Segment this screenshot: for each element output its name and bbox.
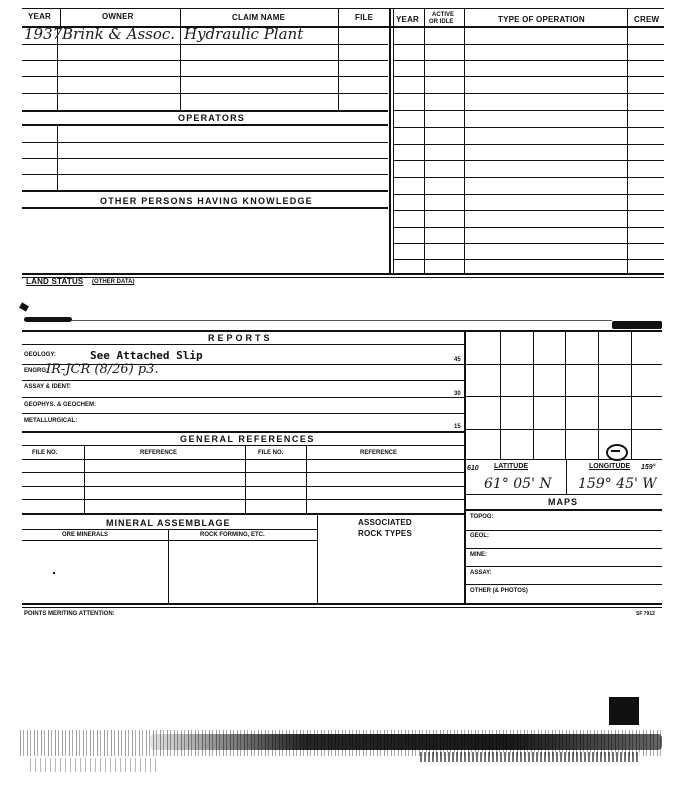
divider (464, 9, 465, 274)
operation-row-line (394, 259, 664, 260)
longitude-suffix: 159° (641, 464, 656, 471)
land-status-label: LAND STATUS (26, 277, 84, 286)
latitude-label: LATITUDE (494, 463, 529, 470)
mineral-assemblage-title: MINERAL ASSEMBLAGE (106, 518, 231, 528)
operators-row-line (22, 174, 388, 175)
operation-row-line (394, 194, 664, 195)
ink-dot (53, 572, 55, 574)
maps-other-label: OTHER (& PHOTOS) (470, 588, 528, 594)
divider (306, 446, 307, 513)
bottom-border (22, 603, 662, 605)
operation-row-line (394, 144, 664, 145)
grid-line (465, 459, 662, 460)
operation-year-header: YEAR (396, 15, 420, 24)
ref-row-line (22, 472, 464, 473)
scan-block (609, 697, 639, 725)
operation-row-line (394, 127, 664, 128)
reports-row-line (22, 413, 464, 414)
ref-row-line (22, 486, 464, 487)
other-persons-title: OTHER PERSONS HAVING KNOWLEDGE (100, 196, 313, 206)
operators-row-line (22, 158, 388, 159)
points-meriting-attention: POINTS MERITING ATTENTION: (24, 611, 115, 617)
reports-bottom-line (22, 431, 464, 433)
general-references-underline (22, 445, 464, 446)
reports-title: REPORTS (208, 333, 273, 343)
grid-line (533, 331, 534, 459)
longitude-label: LONGITUDE (589, 463, 631, 470)
form-number: SF 7912 (636, 611, 655, 617)
maps-row-line (465, 566, 662, 567)
ref-row-line (22, 499, 464, 500)
divider (317, 514, 318, 603)
claim-name-entry: Hydraulic Plant (184, 25, 304, 43)
reports-title-underline (22, 344, 464, 345)
claims-file-header: FILE (355, 13, 374, 22)
ore-minerals-header: ORE MINERALS (62, 532, 109, 538)
divider (60, 9, 61, 26)
geology-label: GEOLOGY: (24, 352, 56, 358)
grid-line (465, 494, 662, 495)
top-section-bottom-inner (22, 277, 664, 278)
operation-row-line (394, 76, 664, 77)
geology-value: See Attached Slip (90, 349, 203, 362)
engrg-label: ENGRG: (24, 368, 48, 374)
maps-mine-label: MINE: (470, 552, 487, 558)
scan-dark-band (150, 734, 662, 750)
mineral-title-underline (22, 529, 317, 530)
circle-mark-icon (606, 444, 628, 461)
assay-label: ASSAY & IDENT: (24, 384, 72, 390)
reports-right-divider (464, 331, 466, 603)
claims-row-line (22, 60, 388, 61)
claims-owner-header: OWNER (102, 12, 134, 21)
operation-row-line (394, 110, 664, 111)
operation-row-line (394, 60, 664, 61)
divider (245, 446, 246, 513)
grid-line (465, 364, 662, 365)
operation-row-line (394, 177, 664, 178)
scan-mark (24, 317, 72, 322)
land-status-sub: (OTHER DATA) (92, 279, 135, 285)
latitude-value: 61° 05' N (484, 476, 552, 492)
latitude-prefix: 610 (467, 465, 479, 472)
claims-year-header: YEAR (28, 12, 52, 21)
metallurgical-code: 15 (454, 424, 461, 430)
scan-noise-speckle (30, 758, 160, 772)
grid-line (465, 429, 662, 430)
scan-noise-band-lower (420, 752, 640, 762)
operation-row-line (394, 93, 664, 94)
operation-row-line (394, 210, 664, 211)
claims-bottom-line (22, 110, 388, 112)
lat-long-divider (566, 459, 567, 494)
divider (84, 446, 85, 513)
operation-active-header: ACTIVE (432, 12, 455, 18)
maps-row-line (465, 530, 662, 531)
reports-top-line (22, 330, 662, 332)
operators-underline (22, 124, 388, 126)
associated-rock-types-line1: ASSOCIATED (358, 518, 412, 527)
top-section-bottom (22, 273, 664, 275)
divider (627, 9, 628, 274)
grid-line (598, 331, 599, 459)
maps-geol-label: GEOL: (470, 533, 489, 539)
operation-type-header: TYPE OF OPERATION (498, 15, 585, 24)
other-persons-underline (22, 207, 388, 209)
ref-reference-2-header: REFERENCE (360, 450, 398, 456)
grid-line (565, 331, 566, 459)
ref-header-line (22, 459, 464, 460)
operation-idle-header: OR IDLE (429, 19, 454, 25)
claims-row-line (22, 76, 388, 77)
operation-row-line (394, 227, 664, 228)
center-divider (389, 8, 391, 274)
maps-title: MAPS (548, 497, 579, 507)
bottom-border-inner (22, 607, 662, 608)
ref-reference-1-header: REFERENCE (140, 450, 178, 456)
maps-row-line (465, 548, 662, 549)
longitude-value: 159° 45' W (578, 476, 657, 492)
claims-claim-name-header: CLAIM NAME (232, 13, 286, 22)
metallurgical-label: METALLURGICAL: (24, 418, 78, 424)
ref-file-no-2-header: FILE NO. (258, 450, 284, 456)
claims-row-line (22, 44, 388, 45)
grid-line (465, 396, 662, 397)
grid-line (500, 331, 501, 459)
operators-bottom-line (22, 190, 388, 192)
geology-code: 45 (454, 357, 461, 363)
top-border (22, 8, 664, 9)
operation-crew-header: CREW (634, 15, 660, 24)
scan-line (72, 320, 612, 321)
rock-forming-header: ROCK FORMING, ETC. (200, 532, 265, 538)
engrg-value: IR-JCR (8/26) p3. (46, 362, 159, 377)
ref-file-no-1-header: FILE NO. (32, 450, 58, 456)
operation-row-line (394, 44, 664, 45)
maps-topog-label: TOPOG: (470, 514, 494, 520)
center-divider-inner (393, 8, 394, 274)
general-references-title: GENERAL REFERENCES (180, 434, 315, 444)
assay-code: 30 (454, 391, 461, 397)
scan-mark (612, 321, 662, 329)
claim-year-entry: 1937 (24, 25, 63, 43)
operation-row-line (394, 160, 664, 161)
geophys-label: GEOPHYS. & GEOCHEM: (24, 402, 97, 408)
divider (168, 530, 169, 603)
associated-rock-types-line2: ROCK TYPES (358, 529, 413, 538)
ref-bottom-line (22, 513, 464, 515)
reports-row-line (22, 397, 464, 398)
scan-mark (19, 302, 29, 311)
operation-row-line (394, 243, 664, 244)
divider (424, 9, 425, 274)
mineral-header-line (22, 540, 317, 541)
operators-title: OPERATORS (178, 113, 245, 123)
maps-underline (465, 509, 662, 511)
grid-line (631, 331, 632, 459)
maps-row-line (465, 584, 662, 585)
claims-row-line (22, 93, 388, 94)
circle-mark-stroke (611, 450, 620, 452)
reports-row-line (22, 380, 464, 381)
maps-assay-label: ASSAY: (470, 570, 492, 576)
operators-row-line (22, 142, 388, 143)
claim-owner-entry: Brink & Assoc. (62, 25, 176, 43)
